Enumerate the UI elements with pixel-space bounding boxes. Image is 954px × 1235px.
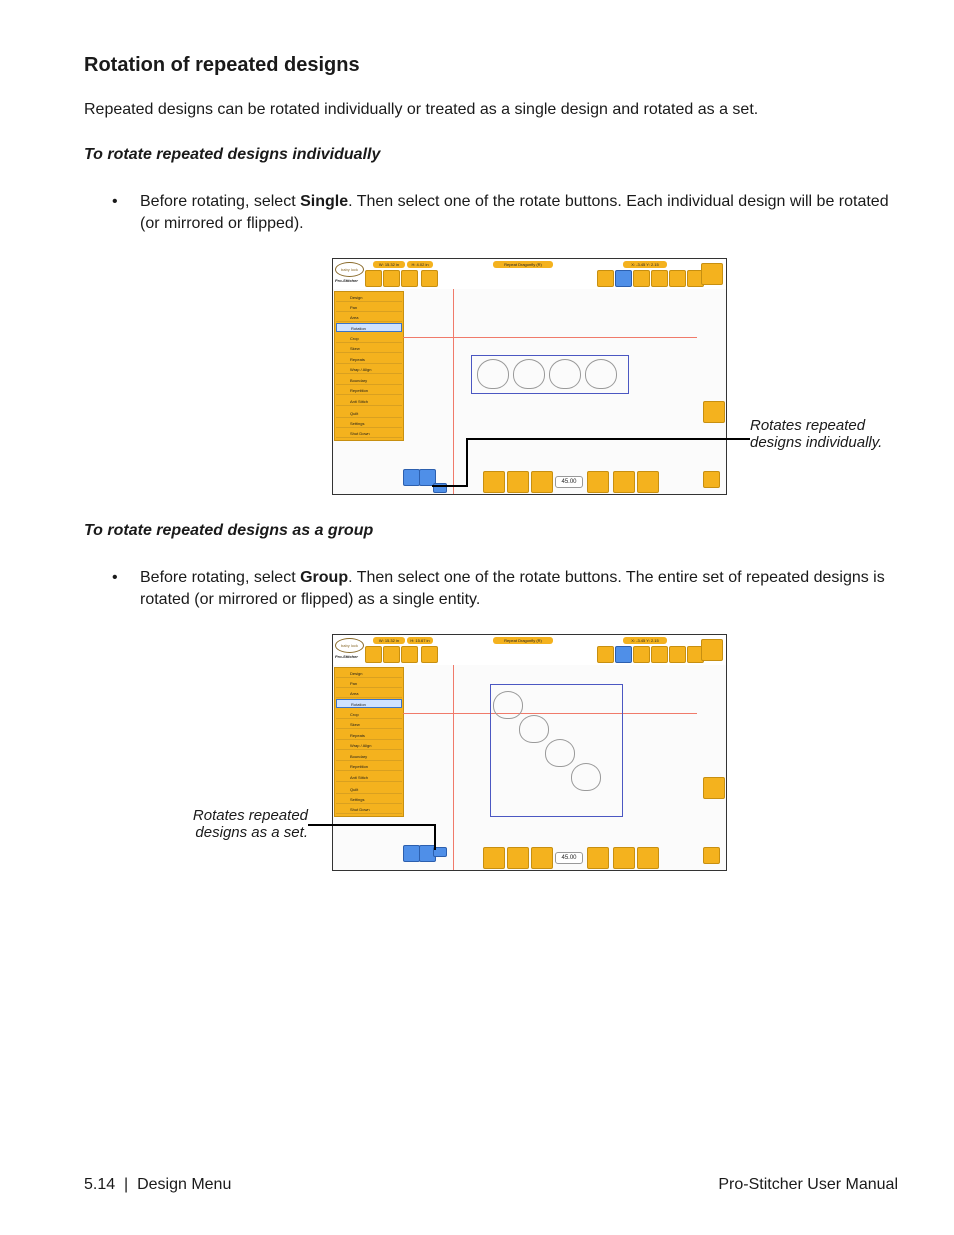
mirror-button[interactable] — [613, 847, 635, 869]
keyword-single: Single — [300, 193, 349, 210]
angle-field[interactable]: 45.00 — [555, 852, 583, 864]
tool-button[interactable] — [365, 646, 382, 663]
sidebar-item-quilt[interactable]: Quilt — [336, 409, 402, 418]
tool-button[interactable] — [597, 270, 614, 287]
rotate-cw-button[interactable] — [531, 847, 553, 869]
tool-button[interactable] — [651, 646, 668, 663]
bullet-text: Before rotating, select Single. Then select one of the rotate buttons. Each individual design will be rotated (or mirrored or flipped). — [140, 193, 889, 232]
app-name: Pro-Stitcher — [335, 654, 358, 659]
bullet-dot: • — [112, 569, 118, 586]
sidebar-item-shut-down[interactable]: Shut Down — [336, 805, 402, 814]
tool-button[interactable] — [633, 270, 650, 287]
sidebar-item-area[interactable]: Area — [336, 313, 402, 322]
callout-line-end — [432, 485, 468, 487]
xy-readout: X: -3.45 Y: 2.15 — [623, 637, 667, 644]
sidebar-item-repetition[interactable]: Repetition — [336, 386, 402, 395]
dragonfly-motif — [571, 763, 601, 791]
app-toolbar — [333, 259, 726, 289]
subheading-group: To rotate repeated designs as a group — [84, 522, 374, 539]
rotate-cw-button[interactable] — [531, 471, 553, 493]
rotate-button[interactable] — [483, 847, 505, 869]
tool-button[interactable] — [365, 270, 382, 287]
design-name: Repeat Dragonfly (R) — [493, 261, 553, 268]
section-title: Rotation of repeated designs — [84, 54, 360, 76]
design-sidebar — [334, 291, 404, 441]
sidebar-item-anti-stitch[interactable]: Anti Stitch — [336, 773, 402, 782]
sidebar-item-crop[interactable]: Crop — [336, 710, 402, 719]
emergency-stop-button[interactable] — [701, 263, 723, 285]
dragonfly-motif — [493, 691, 523, 719]
sidebar-item-repetition[interactable]: Repetition — [336, 762, 402, 771]
sidebar-item-repeats[interactable]: Repeats — [336, 731, 402, 740]
sidebar-item-boundary[interactable]: Boundary — [336, 376, 402, 385]
tool-button[interactable] — [633, 646, 650, 663]
design-name: Repeat Dragonfly (R) — [493, 637, 553, 644]
tool-button[interactable] — [669, 270, 686, 287]
keyword-group: Group — [300, 569, 349, 586]
sidebar-item-wrap-align[interactable]: Wrap / Align — [336, 365, 402, 374]
tool-button[interactable] — [421, 646, 438, 663]
tool-button-selected[interactable] — [615, 646, 632, 663]
sidebar-item-design[interactable]: Design — [336, 669, 402, 678]
tool-button[interactable] — [651, 270, 668, 287]
sidebar-item-anti-stitch[interactable]: Anti Stitch — [336, 397, 402, 406]
vertical-guide — [453, 665, 454, 870]
tool-button[interactable] — [421, 270, 438, 287]
sidebar-item-skew[interactable]: Skew — [336, 720, 402, 729]
step-button[interactable] — [587, 471, 609, 493]
sidebar-item-rotation[interactable]: Rotation — [336, 323, 402, 332]
bullet-dot: • — [112, 193, 118, 210]
height-readout: H: 15.67 in — [407, 637, 433, 644]
flip-button[interactable] — [637, 847, 659, 869]
sidebar-item-pan[interactable]: Pan — [336, 679, 402, 688]
height-readout: H: 4.02 in — [407, 261, 433, 268]
dragonfly-motif — [585, 359, 617, 389]
callout-line-h — [466, 438, 750, 440]
xy-readout: X: -3.45 Y: 2.15 — [623, 261, 667, 268]
sidebar-item-skew[interactable]: Skew — [336, 344, 402, 353]
sidebar-item-pan[interactable]: Pan — [336, 303, 402, 312]
subheading-individually: To rotate repeated designs individually — [84, 146, 381, 163]
dragonfly-motif — [519, 715, 549, 743]
dragonfly-motif — [477, 359, 509, 389]
rotate-ccw-button[interactable] — [507, 471, 529, 493]
dragonfly-motif — [513, 359, 545, 389]
mirror-button[interactable] — [613, 471, 635, 493]
sidebar-item-boundary[interactable]: Boundary — [336, 752, 402, 761]
nav-button[interactable] — [703, 847, 720, 864]
app-toolbar — [333, 635, 726, 665]
sidebar-item-design[interactable]: Design — [336, 293, 402, 302]
bullet-text: Before rotating, select Group. Then select one of the rotate buttons. The entire set of repeated designs is rotated (or mirrored or flipped) as a single entity. — [140, 569, 885, 608]
sidebar-item-rotation[interactable]: Rotation — [336, 699, 402, 708]
callout-line-v — [434, 824, 436, 850]
single-button[interactable] — [403, 469, 420, 486]
tool-button[interactable] — [669, 646, 686, 663]
callout-label-group: Rotates repeated designs as a set. — [192, 807, 308, 841]
emergency-stop-button[interactable] — [701, 639, 723, 661]
callout-line-h — [308, 824, 436, 826]
vertical-guide — [453, 289, 454, 494]
brand-logo: baby lock — [335, 262, 364, 277]
step-button[interactable] — [587, 847, 609, 869]
width-readout: W: 15.32 in — [373, 637, 405, 644]
app-name: Pro-Stitcher — [335, 278, 358, 283]
sidebar-item-settings[interactable]: Settings — [336, 795, 402, 804]
rotate-ccw-button[interactable] — [507, 847, 529, 869]
start-button[interactable] — [703, 777, 725, 799]
design-sidebar — [334, 667, 404, 817]
sidebar-item-repeats[interactable]: Repeats — [336, 355, 402, 364]
dragonfly-motif — [545, 739, 575, 767]
sidebar-item-wrap-align[interactable]: Wrap / Align — [336, 741, 402, 750]
brand-logo: baby lock — [335, 638, 364, 653]
tool-button[interactable] — [383, 270, 400, 287]
sidebar-item-quilt[interactable]: Quilt — [336, 785, 402, 794]
footer-manual-title: Pro-Stitcher User Manual — [718, 1176, 898, 1193]
sidebar-item-area[interactable]: Area — [336, 689, 402, 698]
screenshot-rotate-individually — [332, 258, 727, 495]
tool-button[interactable] — [401, 270, 418, 287]
callout-line-v — [466, 438, 468, 486]
tool-button[interactable] — [401, 646, 418, 663]
tool-button[interactable] — [597, 646, 614, 663]
screenshot-rotate-group — [332, 634, 727, 871]
sidebar-item-shut-down[interactable]: Shut Down — [336, 429, 402, 438]
flip-button[interactable] — [637, 471, 659, 493]
start-button[interactable] — [703, 401, 725, 423]
dragonfly-motif — [549, 359, 581, 389]
width-readout: W: 15.32 in — [373, 261, 405, 268]
callout-label-individually: Rotates repeated designs individually. — [750, 417, 883, 451]
nav-button[interactable] — [703, 471, 720, 488]
rotate-button[interactable] — [483, 471, 505, 493]
single-button[interactable] — [403, 845, 420, 862]
horizontal-guide — [403, 337, 697, 338]
sidebar-item-crop[interactable]: Crop — [336, 334, 402, 343]
footer-page-section: 5.14 | Design Menu — [84, 1176, 232, 1193]
intro-paragraph: Repeated designs can be rotated individually or treated as a single design and rotated as a set. — [84, 101, 759, 118]
tool-button[interactable] — [383, 646, 400, 663]
sidebar-item-settings[interactable]: Settings — [336, 419, 402, 428]
angle-field[interactable]: 45.00 — [555, 476, 583, 488]
tool-button-selected[interactable] — [615, 270, 632, 287]
